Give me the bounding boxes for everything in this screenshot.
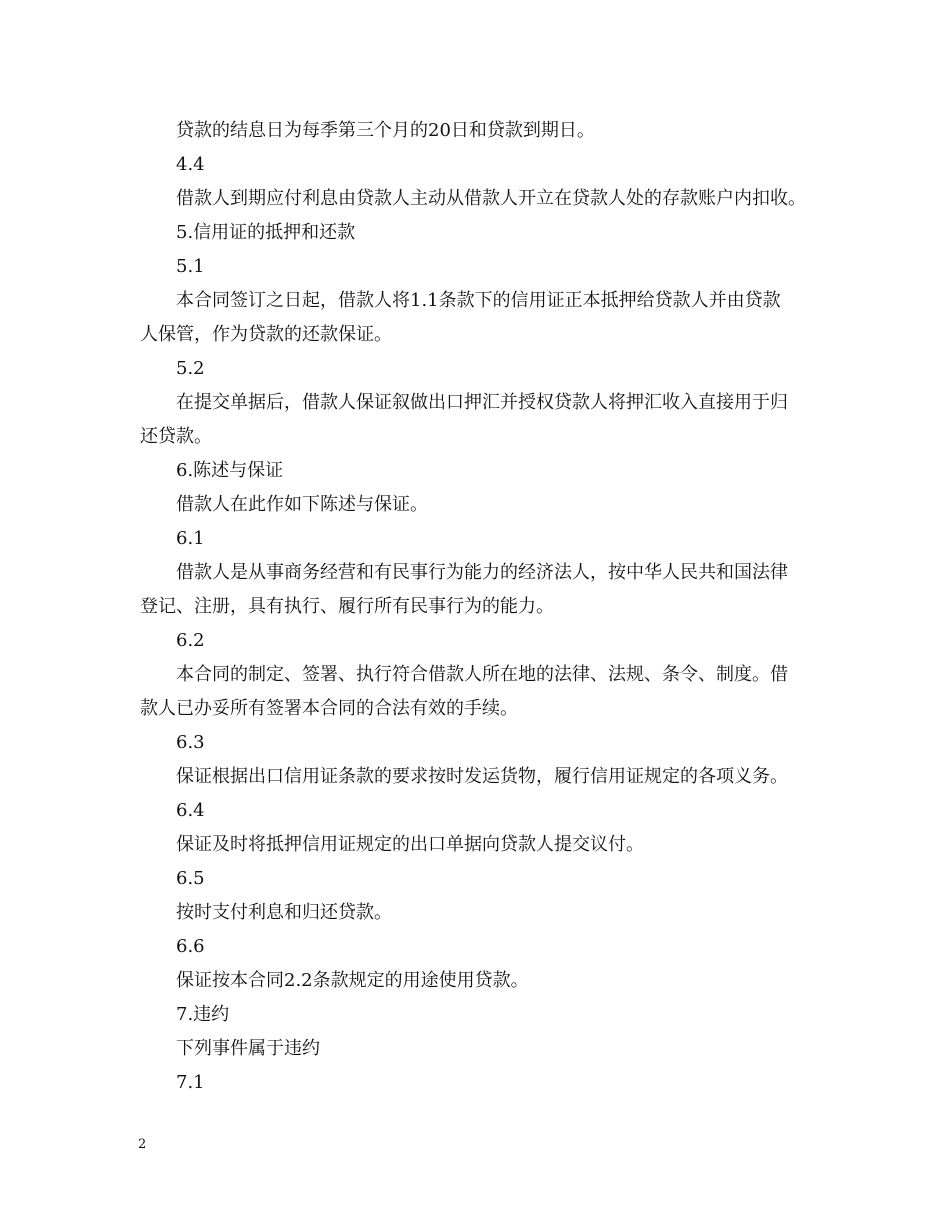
clause-number: 5.1 — [176, 256, 205, 277]
clause-number: 6.2 — [176, 630, 205, 651]
page-number: 2 — [138, 1137, 147, 1152]
clause-number: 5.2 — [176, 358, 205, 379]
paragraph-line: 本合同签订之日起，借款人将1.1条款下的信用证正本抵押给贷款人并由贷款 — [176, 290, 781, 311]
clause-number: 7.1 — [176, 1072, 205, 1093]
clause-number: 6.4 — [176, 800, 205, 821]
clause-number: 6.6 — [176, 936, 205, 957]
section-heading: 6.陈述与保证 — [176, 460, 284, 481]
paragraph-line: 保证及时将抵押信用证规定的出口单据向贷款人提交议付。 — [176, 834, 644, 855]
paragraph-line: 款人已办妥所有签署本合同的合法有效的手续。 — [140, 698, 518, 719]
paragraph-line: 借款人到期应付利息由贷款人主动从借款人开立在贷款人处的存款账户内扣收。 — [176, 188, 806, 209]
paragraph-line: 本合同的制定、签署、执行符合借款人所在地的法律、法规、条令、制度。借 — [176, 664, 788, 685]
document-body — [140, 114, 820, 1100]
section-heading: 5.信用证的抵押和还款 — [176, 222, 356, 243]
clause-number: 6.1 — [176, 528, 205, 549]
paragraph-line: 保证根据出口信用证条款的要求按时发运货物，履行信用证规定的各项义务。 — [176, 766, 788, 787]
paragraph-line: 登记、注册，具有执行、履行所有民事行为的能力。 — [140, 596, 554, 617]
clause-number: 4.4 — [176, 154, 205, 175]
paragraph-line: 还贷款。 — [140, 426, 212, 447]
clause-number: 6.3 — [176, 732, 205, 753]
paragraph-line: 人保管，作为贷款的还款保证。 — [140, 324, 392, 345]
paragraph-line: 借款人是从事商务经营和有民事行为能力的经济法人，按中华人民共和国法律 — [176, 562, 788, 583]
paragraph-line: 下列事件属于违约 — [176, 1038, 320, 1059]
paragraph-line: 在提交单据后，借款人保证叙做出口押汇并授权贷款人将押汇收入直接用于归 — [176, 392, 788, 413]
clause-number: 6.5 — [176, 868, 205, 889]
paragraph-line: 贷款的结息日为每季第三个月的20日和贷款到期日。 — [176, 120, 595, 141]
paragraph-line: 借款人在此作如下陈述与保证。 — [176, 494, 428, 515]
paragraph-line: 保证按本合同2.2条款规定的用途使用贷款。 — [176, 970, 529, 991]
section-heading: 7.违约 — [176, 1004, 230, 1025]
paragraph-line: 按时支付利息和归还贷款。 — [176, 902, 392, 923]
